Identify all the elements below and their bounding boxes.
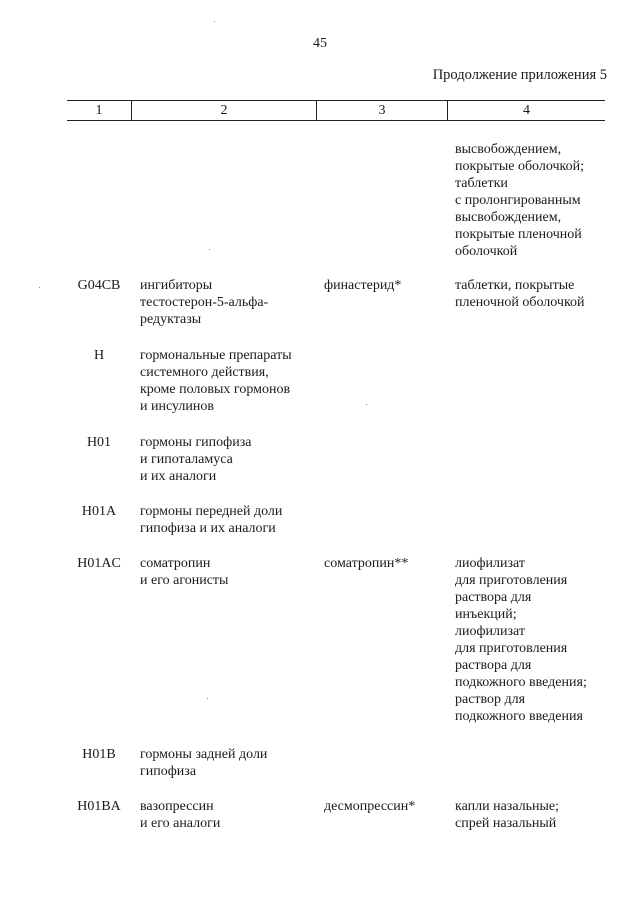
substance-cell: десмопрессин* xyxy=(324,799,416,814)
dosage-form-line: лиофилизат xyxy=(455,556,526,571)
continuation-label: Продолжение приложения 5 xyxy=(432,67,607,83)
group-name-line: вазопрессин xyxy=(140,799,214,814)
atc-code-cell: H01B xyxy=(82,747,116,762)
scan-speck xyxy=(207,698,208,699)
group-name-line: тестостерон-5-альфа- xyxy=(140,295,269,310)
atc-code-cell: H01 xyxy=(86,435,112,450)
group-name-cell xyxy=(140,503,320,537)
dosage-forms-cell xyxy=(455,277,610,311)
column-header-4: 4 xyxy=(523,103,530,118)
atc-code-cell: H xyxy=(93,348,105,363)
group-name-line: и его аналоги xyxy=(140,816,221,831)
table-header xyxy=(67,100,605,121)
dosage-form-line: для приготовления xyxy=(455,641,568,656)
scan-speck xyxy=(366,404,367,405)
dosage-form-line: таблетки, покрытые xyxy=(455,278,575,293)
dosage-form-line: с пролонгированным xyxy=(455,193,581,208)
group-name-cell xyxy=(140,434,320,485)
group-name-line: и его агонисты xyxy=(140,573,229,588)
group-name-cell xyxy=(140,746,320,780)
dosage-form-line: лиофилизат xyxy=(455,624,526,639)
dosage-form-line: пленочной оболочкой xyxy=(455,295,585,310)
page-number: 45 xyxy=(313,36,327,51)
dosage-form-line: оболочкой xyxy=(455,244,518,259)
group-name-line: гормональные препараты xyxy=(140,348,292,363)
dosage-form-line: покрытые пленочной xyxy=(455,227,582,242)
dosage-form-line: капли назальные; xyxy=(455,799,560,814)
group-name-line: гормоны задней доли xyxy=(140,747,268,762)
group-name-cell xyxy=(140,555,320,589)
dosage-form-line: высвобождением, xyxy=(455,210,562,225)
scan-speck xyxy=(209,249,210,250)
dosage-forms-cell xyxy=(455,141,610,260)
dosage-form-line: раствора для xyxy=(455,658,532,673)
dosage-form-line: спрей назальный xyxy=(455,816,557,831)
dosage-forms-cell xyxy=(455,798,610,832)
dosage-form-line: раствор для xyxy=(455,692,526,707)
dosage-form-line: подкожного введения; xyxy=(455,675,587,690)
atc-code-cell: H01BA xyxy=(77,799,121,814)
dosage-form-line: таблетки xyxy=(455,176,508,191)
group-name-line: соматропин xyxy=(140,556,211,571)
group-name-cell xyxy=(140,347,320,415)
dosage-form-line: раствора для xyxy=(455,590,532,605)
dosage-form-line: для приготовления xyxy=(455,573,568,588)
group-name-cell xyxy=(140,277,320,328)
group-name-line: гормоны гипофиза xyxy=(140,435,252,450)
dosage-form-line: подкожного введения xyxy=(455,709,583,724)
scan-speck xyxy=(39,287,40,288)
dosage-form-line: покрытые оболочкой; xyxy=(455,159,585,174)
dosage-form-line: инъекций; xyxy=(455,607,517,622)
column-header-2: 2 xyxy=(220,103,228,118)
group-name-line: и инсулинов xyxy=(140,399,214,414)
group-name-cell xyxy=(140,798,320,832)
group-name-line: гипофиза и их аналоги xyxy=(140,521,276,536)
group-name-line: гипофиза xyxy=(140,764,197,779)
group-name-line: системного действия, xyxy=(140,365,269,380)
substance-cell: финастерид* xyxy=(324,278,402,293)
dosage-form-line: высвобождением, xyxy=(455,142,562,157)
scan-speck xyxy=(214,21,215,22)
group-name-line: гормоны передней доли xyxy=(140,504,283,519)
group-name-line: и их аналоги xyxy=(140,469,217,484)
group-name-line: ингибиторы xyxy=(140,278,213,293)
column-header-3: 3 xyxy=(378,103,386,118)
group-name-line: и гипоталамуса xyxy=(140,452,233,467)
substance-cell: соматропин** xyxy=(324,556,409,571)
atc-code-cell: H01AC xyxy=(77,556,121,571)
dosage-forms-cell xyxy=(455,555,610,725)
column-header-1: 1 xyxy=(95,103,103,118)
group-name-line: редуктазы xyxy=(140,312,202,327)
atc-code-cell: H01A xyxy=(81,504,117,519)
group-name-line: кроме половых гормонов xyxy=(140,382,291,397)
atc-code-cell: G04CB xyxy=(77,278,121,293)
